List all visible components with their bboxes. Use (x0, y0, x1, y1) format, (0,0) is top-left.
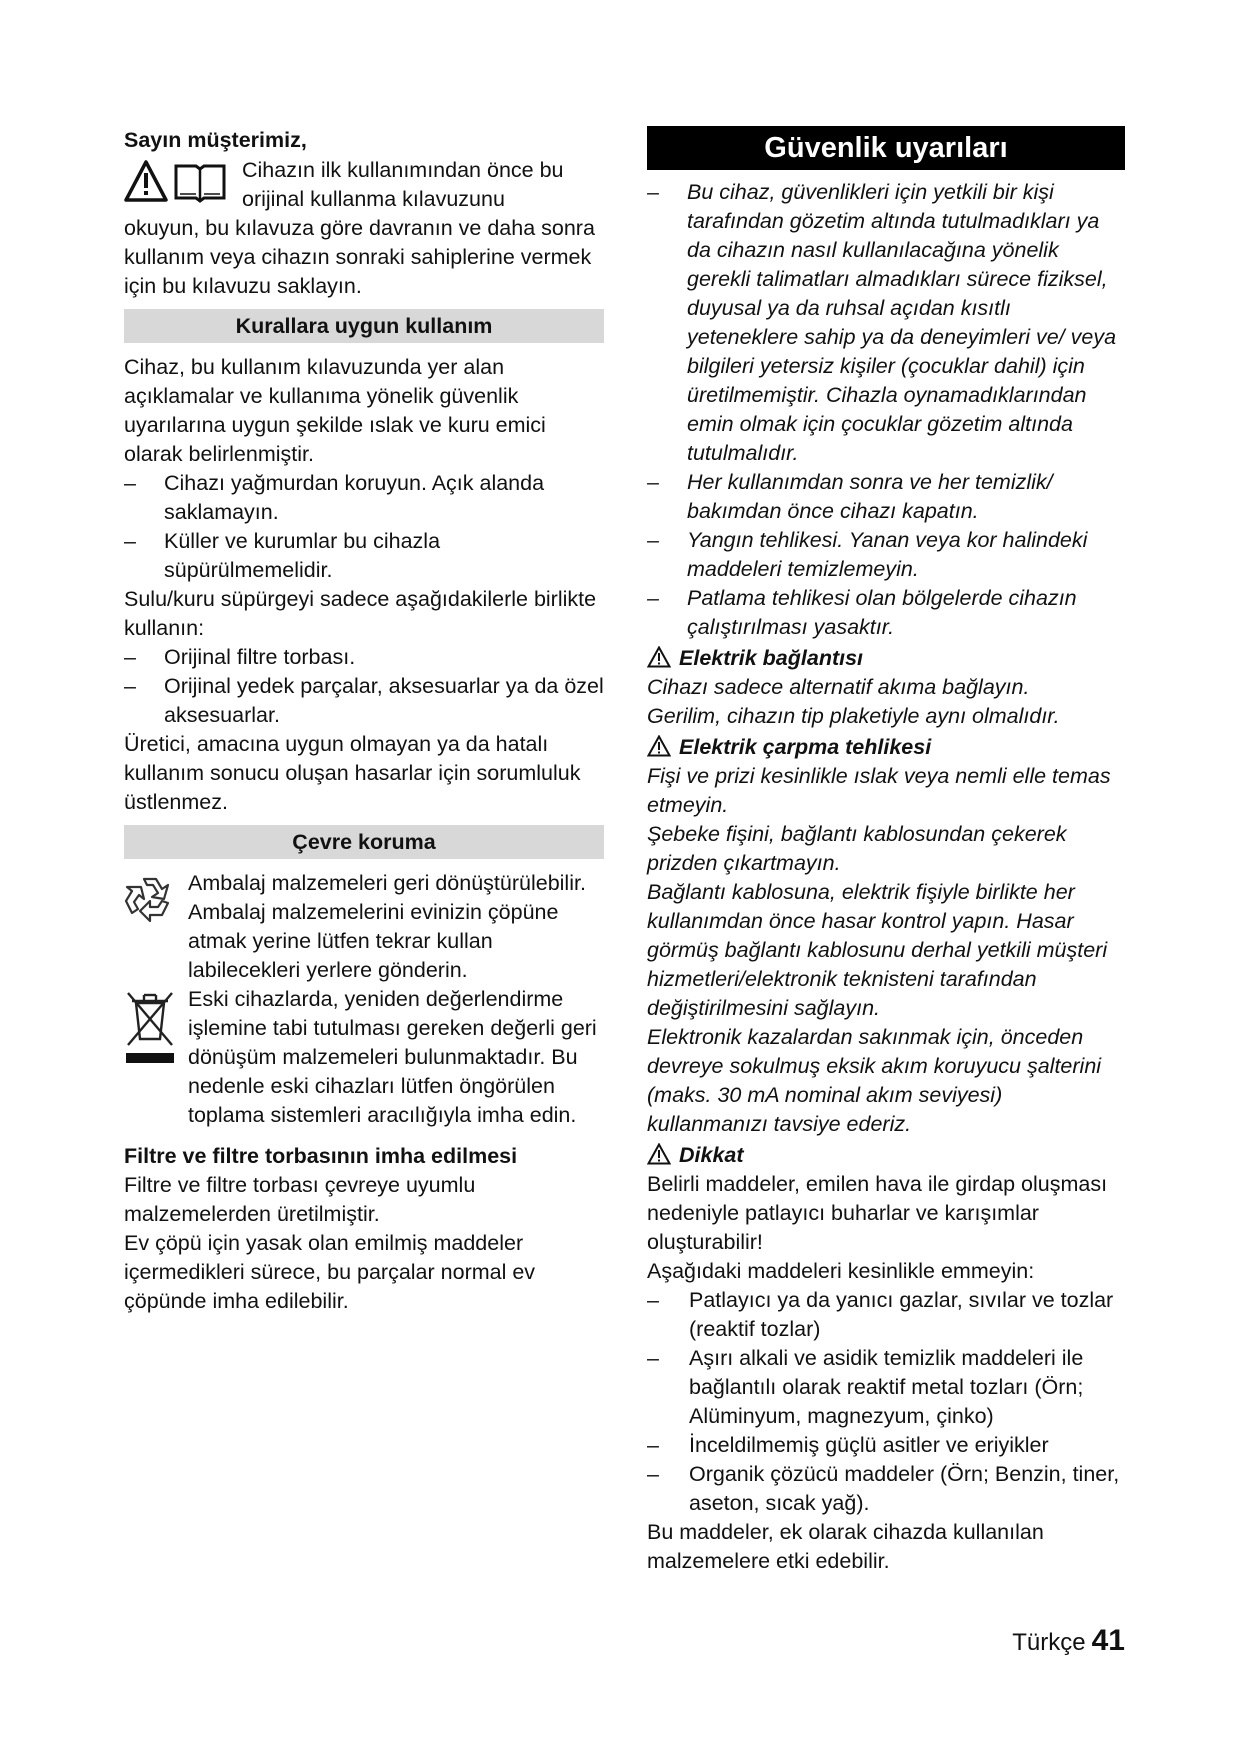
filter-disposal-title: Filtre ve filtre torbasının imha edilmesi (124, 1144, 518, 1168)
proper-use-para: Cihaz, bu kullanım kılavuzunda yer alan açıklamalar ve kullanıma yönelik güvenlik uyarılarına uygun şekilde ıslak ve kuru emici olarak belirlenmiştir. (124, 355, 546, 466)
warning-icon (647, 1143, 671, 1165)
page-footer (1012, 1624, 1125, 1658)
proper-use-bullets-1 (124, 469, 604, 585)
electric-shock-heading (647, 733, 1125, 762)
caution-p3: Bu maddeler, ek olarak cihazda kullanılan malzemelere etki edebilir. (647, 1520, 1044, 1573)
electric-shock-p3: Bağlantı kablosuna, elektrik fişiyle birlikte her kullanımdan önce hasar kontrol yapın. Hasar görmüş bağlantı kablosunu derhal yetkili müşteri hizmetleri/elektronik teknisteni tarafından değiştirilmesini sağlayın. (647, 880, 1108, 1020)
section-title-environment: Çevre koruma (124, 825, 604, 859)
electric-shock-p4: Elektronik kazalardan sakınmak için, önceden devreye sokulmuş eksik akım koruyucu şalterini (maks. 30 mA nominal akım seviyesi) kullanmanızı tavsiye ederiz. (647, 1025, 1102, 1136)
list-item: – Patlama tehlikesi olan bölgelerde cihazın çalıştırılması yasaktır. (647, 584, 1125, 642)
intro-line-2: orijinal kullanma kılavuzunu (242, 187, 505, 211)
filter-para-1: Filtre ve filtre torbası çevreye uyumlu malzemelerden üretilmiştir. (124, 1173, 476, 1226)
caution-bullets (647, 1286, 1125, 1518)
electric-connection-title: Elektrik bağlantısı (679, 646, 864, 670)
warning-manual-icon (124, 160, 232, 212)
list-item: – Bu cihaz, güvenlikleri için yetkili bir kişi tarafından gözetim altında tutulmadıkları ya da cihazın nasıl kullanılacağına yönelik gerekli talimatları almadıkları sürece fiziksel, duyusal ya da ruhsal açıdan kısıtlı yeteneklere sahip ya da deneyimleri ve/ veya bilgileri yetersiz kişiler (çocuklar dahil) için üretilmemiştir. Cihazla oynamadıklarından emin olmak için çocuklar gözetim altında tutulmalıdır. (647, 178, 1125, 468)
recycle-icon (124, 873, 176, 931)
right-column (647, 126, 1125, 1576)
intro-rest: okuyun, bu kılavuza göre davranın ve daha sonra kullanım veya cihazın sonraki sahiplerine vermek için bu kılavuzu saklayın. (124, 216, 595, 298)
warning-icon (647, 735, 671, 757)
electric-shock-title: Elektrik çarpma tehlikesi (679, 735, 932, 759)
filter-para-2: Ev çöpü için yasak olan emilmiş maddeler içermedikleri sürece, bu parçalar normal ev çöpünde imha edilebilir. (124, 1231, 536, 1313)
list-item: – İnceldilmemiş güçlü asitler ve eriyikler (647, 1431, 1125, 1460)
proper-use-para-3: Üretici, amacına uygun olmayan ya da hatalı kullanım sonucu oluşan hasarlar için sorumluluk üstlenmez. (124, 732, 581, 814)
intro-block (124, 156, 604, 214)
greeting: Sayın müşterimiz, (124, 128, 307, 152)
electric-connection-p1: Cihazı sadece alternatif akıma bağlayın. (647, 675, 1030, 699)
warning-icon (647, 646, 671, 668)
list-item: – Patlayıcı ya da yanıcı gazlar, sıvılar ve tozlar (reaktif tozlar) (647, 1286, 1125, 1344)
list-item: – Cihazı yağmurdan koruyun. Açık alanda saklamayın. (124, 469, 604, 527)
caution-p2: Aşağıdaki maddeleri kesinlikle emmeyin: (647, 1259, 1035, 1283)
page-number: 41 (1091, 1624, 1125, 1657)
list-item: – Aşırı alkali ve asidik temizlik maddeleri ile bağlantılı olarak reaktif metal tozları (Örn; Alüminyum, magnezyum, çinko) (647, 1344, 1125, 1431)
electric-connection-heading (647, 644, 1125, 673)
electric-shock-p2: Şebeke fişini, bağlantı kablosundan çekerek prizden çıkartmayın. (647, 822, 1067, 875)
caution-title: Dikkat (679, 1143, 744, 1167)
crossed-bin-icon (124, 989, 176, 1075)
weee-block (124, 985, 604, 1130)
recycle-text: Ambalaj malzemeleri geri dönüştürülebilir. Ambalaj malzemelerini evinizin çöpüne atmak yerine lütfen tekrar kullan labilecekleri yerlere gönderin. (188, 871, 586, 982)
intro-line-1: Cihazın ilk kullanımından önce bu (242, 158, 564, 182)
caution-p1: Belirli maddeler, emilen hava ile girdap oluşması nedeniyle patlayıcı buharlar ve karışımlar oluşturabilir! (647, 1172, 1108, 1254)
safety-bullets (647, 178, 1125, 642)
electric-connection-p2: Gerilim, cihazın tip plaketiyle aynı olmalıdır. (647, 704, 1060, 728)
list-item: – Yangın tehlikesi. Yanan veya kor halindeki maddeleri temizlemeyin. (647, 526, 1125, 584)
weee-text: Eski cihazlarda, yeniden değerlendirme işlemine tabi tutulması gereken değerli geri dönüşüm malzemeleri bulunmaktadır. Bu nedenle eski cihazları lütfen öngörülen toplama sistemleri aracılığıyla imha edin. (188, 987, 597, 1127)
list-item: – Küller ve kurumlar bu cihazla süpürülmemelidir. (124, 527, 604, 585)
list-item: – Her kullanımdan sonra ve her temizlik/ bakımdan önce cihazı kapatın. (647, 468, 1125, 526)
list-item: – Orijinal yedek parçalar, aksesuarlar ya da özel aksesuarlar. (124, 672, 604, 730)
safety-title: Güvenlik uyarıları (647, 126, 1125, 170)
left-column (124, 126, 604, 1316)
footer-language: Türkçe (1012, 1629, 1086, 1656)
caution-heading (647, 1141, 1125, 1170)
proper-use-bullets-2 (124, 643, 604, 730)
list-item: – Organik çözücü maddeler (Örn; Benzin, tiner, aseton, sıcak yağ). (647, 1460, 1125, 1518)
recycle-block (124, 869, 604, 985)
electric-shock-p1: Fişi ve prizi kesinlikle ıslak veya nemli elle temas etmeyin. (647, 764, 1111, 817)
section-title-proper-use: Kurallara uygun kullanım (124, 309, 604, 343)
list-item: – Orijinal filtre torbası. (124, 643, 604, 672)
proper-use-para-2: Sulu/kuru süpürgeyi sadece aşağıdakilerle birlikte kullanın: (124, 587, 597, 640)
